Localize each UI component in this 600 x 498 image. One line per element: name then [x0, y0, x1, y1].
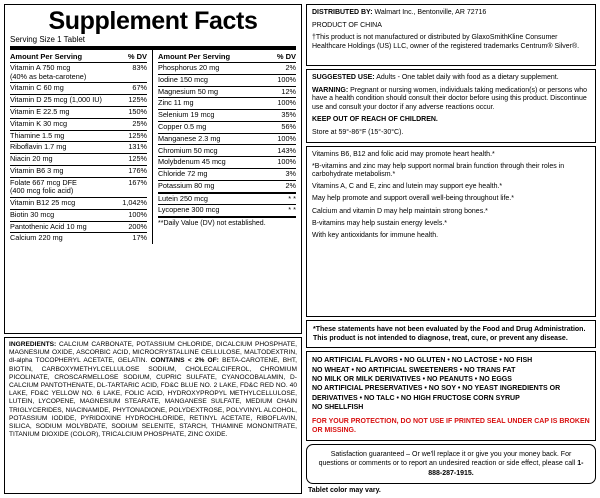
table-row	[158, 63, 296, 75]
table-row	[10, 142, 147, 154]
nutrient-name: Manganese 2.3 mg	[158, 133, 221, 143]
nutrient-subnote: (400 mcg folic acid)	[10, 186, 74, 196]
nutrient-dv: 100%	[277, 133, 296, 143]
table-row	[10, 154, 147, 166]
table-row	[158, 98, 296, 110]
header-amount-per-serving: Amount Per Serving	[158, 52, 231, 61]
nutrient-dv: 35%	[281, 110, 296, 120]
header-amount-per-serving: Amount Per Serving	[10, 52, 83, 61]
ingredients-contains-label: CONTAINS < 2% OF:	[150, 357, 219, 365]
table-row	[10, 131, 147, 143]
nutrient-name: Riboflavin 1.7 mg	[10, 142, 67, 152]
free-from-claims-panel	[306, 351, 596, 440]
left-column	[4, 4, 302, 494]
distributed-by-panel	[306, 4, 596, 66]
table-row	[158, 157, 296, 169]
suggested-use-text: Adults - One tablet daily with food as a dietary supplement.	[376, 74, 559, 81]
nutrient-column-left	[10, 50, 153, 244]
nutrient-dv: 143%	[277, 145, 296, 155]
tablet-color-note: Tablet color may vary.	[308, 487, 381, 494]
warning-line	[312, 87, 590, 113]
nutrient-name: Vitamin D 25 mcg (1,000 IU)	[10, 95, 102, 105]
claim-item: B-vitamins may help sustain energy levels.*	[312, 219, 448, 227]
table-row	[158, 110, 296, 122]
nutrient-name: Chromium 50 mcg	[158, 145, 218, 155]
distributor-company: Walmart Inc., Bentonville, AR 72716	[374, 9, 487, 16]
nutrient-dv: 2%	[285, 180, 296, 190]
table-row	[158, 122, 296, 134]
distributed-by-label: DISTRIBUTED BY:	[312, 9, 373, 16]
warning-label: WARNING:	[312, 86, 349, 94]
daily-value-footnote: **Daily Value (DV) not established.	[158, 220, 266, 228]
nutrient-name: Phosphorus 20 mg	[158, 63, 220, 73]
table-row	[10, 166, 147, 178]
nutrient-dv: 3%	[285, 169, 296, 179]
nutrient-name: Biotin 30 mcg	[10, 209, 55, 219]
contact-phone-number: 1-888-287-1915.	[428, 460, 584, 477]
nutrient-name: Vitamin E 22.5 mg	[10, 107, 70, 117]
nutrient-name: Selenium 19 mcg	[158, 110, 215, 120]
header-percent-dv: % DV	[127, 52, 147, 61]
nutrient-dv: 100%	[277, 74, 296, 84]
table-row	[10, 95, 147, 107]
supplement-facts-title: Supplement Facts	[48, 7, 258, 35]
nutrient-dv: 2%	[285, 63, 296, 73]
suggested-use-label: SUGGESTED USE:	[312, 74, 375, 81]
nutrient-dv: 125%	[128, 130, 147, 140]
nutrient-dv: 176%	[128, 165, 147, 175]
nutrient-dv: 56%	[281, 122, 296, 131]
nutrient-name: Vitamin A 750 mcg	[10, 63, 71, 73]
nutrient-name: Magnesium 50 mg	[158, 86, 219, 96]
nutrient-name: Copper 0.5 mg	[158, 122, 207, 131]
free-from-line: NO WHEAT • NO ARTIFICIAL SWEETENERS • NO TRANS FAT	[312, 366, 516, 374]
nutrient-header-left	[10, 50, 147, 63]
free-from-line: NO MILK OR MILK DERIVATIVES • NO PEANUTS • NO EGGS	[312, 376, 512, 384]
guarantee-text: Satisfaction guaranteed – Or we'll replace it or give you your money back. For questions or comments or to report an undesired reaction or side effect, please call	[318, 450, 576, 467]
nutrient-name: Vitamin C 60 mg	[10, 83, 64, 93]
right-column	[306, 4, 596, 494]
storage-instructions: Store at 59°-86°F (15°-30°C).	[312, 128, 404, 136]
warning-text: Pregnant or nursing women, individuals taking medication(s) or persons who have a health condition should consult their doctor before using this product. Discontinue use and consult your doctor if any adverse reactions occur.	[312, 86, 588, 111]
table-row	[10, 210, 147, 222]
nutrient-dv: 125%	[128, 154, 147, 164]
table-row	[10, 222, 147, 234]
table-row	[10, 63, 147, 83]
table-row	[158, 194, 296, 206]
nutrient-header-right	[158, 50, 296, 63]
ingredients-text-primary: CALCIUM CARBONATE, POTASSIUM CHLORIDE, DICALCIUM PHOSPHATE, MAGNESIUM OXIDE, ASCORBIC ACID, MICROCRYSTALLINE CELLULOSE, MALTODEXTRIN, dl-alpha TOCOPHERYL ACETATE, GELATIN.	[9, 341, 297, 365]
nutrient-dv: 150%	[128, 107, 147, 117]
nutrient-column-right	[153, 50, 296, 244]
claim-item: May help promote and support overall well-being throughout life.*	[312, 195, 514, 203]
nutrient-name: Pantothenic Acid 10 mg	[10, 221, 87, 231]
nutrient-name: Calcium 220 mg	[10, 233, 63, 243]
nutrient-dv: 25%	[132, 118, 147, 128]
table-row	[10, 83, 147, 95]
header-percent-dv: % DV	[276, 52, 296, 61]
claim-item: *B-vitamins and zinc may help support normal brain function through their roles in carbohydrate metabolism.*	[312, 162, 565, 179]
nutrient-name: Iodine 150 mcg	[158, 74, 208, 84]
nutrient-dv: 17%	[132, 233, 147, 243]
nutrient-name: Molybdenum 45 mcg	[158, 157, 226, 167]
nutrient-dv: 100%	[277, 157, 296, 167]
distributed-by-line	[312, 9, 590, 18]
trademark-disclaimer: †This product is not manufactured or distributed by GlaxoSmithKline Consumer Healthcare Holdings (US) LLC, owner of the registered trademarks Centrum® Silver®.	[312, 34, 580, 50]
nutrient-dv: 167%	[128, 177, 147, 187]
nutrient-dv: * *	[288, 205, 296, 215]
nutrient-name: Folate 667 mcg DFE	[10, 177, 77, 187]
nutrient-dv: 83%	[132, 63, 147, 73]
table-row	[158, 169, 296, 181]
nutrient-dv: 12%	[281, 86, 296, 96]
nutrient-dv: 1,042%	[122, 198, 147, 208]
ingredients-panel	[4, 337, 302, 494]
ingredients-label: INGREDIENTS:	[9, 341, 57, 348]
nutrient-dv: 100%	[277, 98, 296, 108]
table-row	[10, 107, 147, 119]
table-row	[158, 75, 296, 87]
nutrient-subnote: (40% as beta-carotene)	[10, 71, 87, 81]
nutrient-name: Niacin 20 mg	[10, 154, 53, 164]
nutrient-dv: * *	[288, 193, 296, 203]
suggested-use-panel	[306, 69, 596, 143]
nutrient-name: Vitamin B6 3 mg	[10, 165, 64, 175]
claim-item: Vitamins A, C and E, zinc and lutein may support eye health.*	[312, 183, 503, 191]
nutrient-name: Chloride 72 mg	[158, 169, 208, 179]
health-claims-panel	[306, 146, 596, 318]
keep-out-of-reach: KEEP OUT OF REACH OF CHILDREN.	[312, 116, 438, 124]
nutrient-name: Potassium 80 mg	[158, 180, 215, 190]
table-row	[158, 134, 296, 146]
table-row	[158, 181, 296, 194]
serving-size: Serving Size 1 Tablet	[10, 35, 296, 50]
fda-disclaimer-panel: *These statements have not been evaluated by the Food and Drug Administration. This product is not intended to diagnose, treat, cure, or prevent any disease.	[306, 320, 596, 348]
nutrient-name: Zinc 11 mg	[158, 98, 194, 108]
table-row	[158, 145, 296, 157]
nutrient-name: Thiamine 1.5 mg	[10, 130, 65, 140]
table-row	[10, 198, 147, 210]
suggested-use-line	[312, 74, 590, 83]
nutrient-dv: 125%	[128, 95, 147, 105]
free-from-line: NO ARTIFICIAL PRESERVATIVES • NO SOY • NO YEAST INGREDIENTS OR DERIVATIVES • NO TALC • NO HIGH FRUCTOSE CORN SYRUP	[312, 385, 561, 402]
ingredients-text-secondary: BETA-CAROTENE, BHT, BIOTIN, CARBOXYMETHYLCELLULOSE SODIUM, CHOLECALCIFEROL, CHROMIUM PICOLINATE, CROSCARMELLOSE SODIUM, CUPRIC SULFATE, CYANOCOBALAMIN, D-CALCIUM PANTOTHENATE, DL-TARTARIC ACID, FD&C BLUE NO. 2 LAKE, FD&C RED NO. 40 LAKE, FD&C YELLOW NO. 6 LAKE, FOLIC ACID, HYDROXYPROPYL METHYLCELLULOSE, LUTEIN, LYCOPENE, MAGNESIUM STEARATE, MANGANESE SULFATE, MEDIUM CHAIN TRIGLYCERIDES, NIACINAMIDE, PHYTONADIONE, POLYDEXTROSE, POLYVINYL ALCOHOL, POTASSIUM IODIDE, PYRIDOXINE HYDROCHLORIDE, RETINYL ACETATE, RIBOFLAVIN, SILICA, SODIUM MOLYBDATE, SODIUM SELENITE, STARCH, THIAMINE MONONITRATE, TITANIUM DIOXIDE (COLOR), TRICALCIUM PHOSPHATE, ZINC OXIDE.	[9, 357, 297, 439]
nutrient-name: Lutein 250 mcg	[158, 193, 208, 203]
table-row	[158, 205, 296, 218]
table-row	[10, 119, 147, 131]
product-origin: PRODUCT OF CHINA	[312, 21, 382, 29]
nutrient-name: Lycopene 300 mcg	[158, 205, 220, 215]
table-row	[10, 233, 147, 244]
supplement-facts-panel	[4, 4, 302, 334]
tamper-seal-warning: FOR YOUR PROTECTION, DO NOT USE IF PRINTED SEAL UNDER CAP IS BROKEN OR MISSING.	[312, 417, 590, 435]
nutrient-name: Vitamin K 30 mcg	[10, 118, 68, 128]
free-from-line: NO ARTIFICIAL FLAVORS • NO GLUTEN • NO LACTOSE • NO FISH	[312, 357, 533, 365]
satisfaction-guarantee-panel	[306, 444, 596, 485]
nutrient-dv: 131%	[128, 142, 147, 152]
table-row	[10, 178, 147, 198]
nutrient-name: Vitamin B12 25 mcg	[10, 198, 76, 208]
nutrient-dv: 67%	[132, 83, 147, 93]
claim-item: With key antioxidants for immune health.	[312, 231, 439, 239]
claim-item: Vitamins B6, B12 and folic acid may promote heart health.*	[312, 150, 495, 158]
nutrient-columns	[10, 50, 296, 244]
table-row	[158, 87, 296, 99]
free-from-line: NO SHELLFISH	[312, 404, 364, 412]
nutrient-dv: 200%	[128, 221, 147, 231]
nutrient-dv: 100%	[128, 209, 147, 219]
claim-item: Calcium and vitamin D may help maintain strong bones.*	[312, 207, 488, 215]
